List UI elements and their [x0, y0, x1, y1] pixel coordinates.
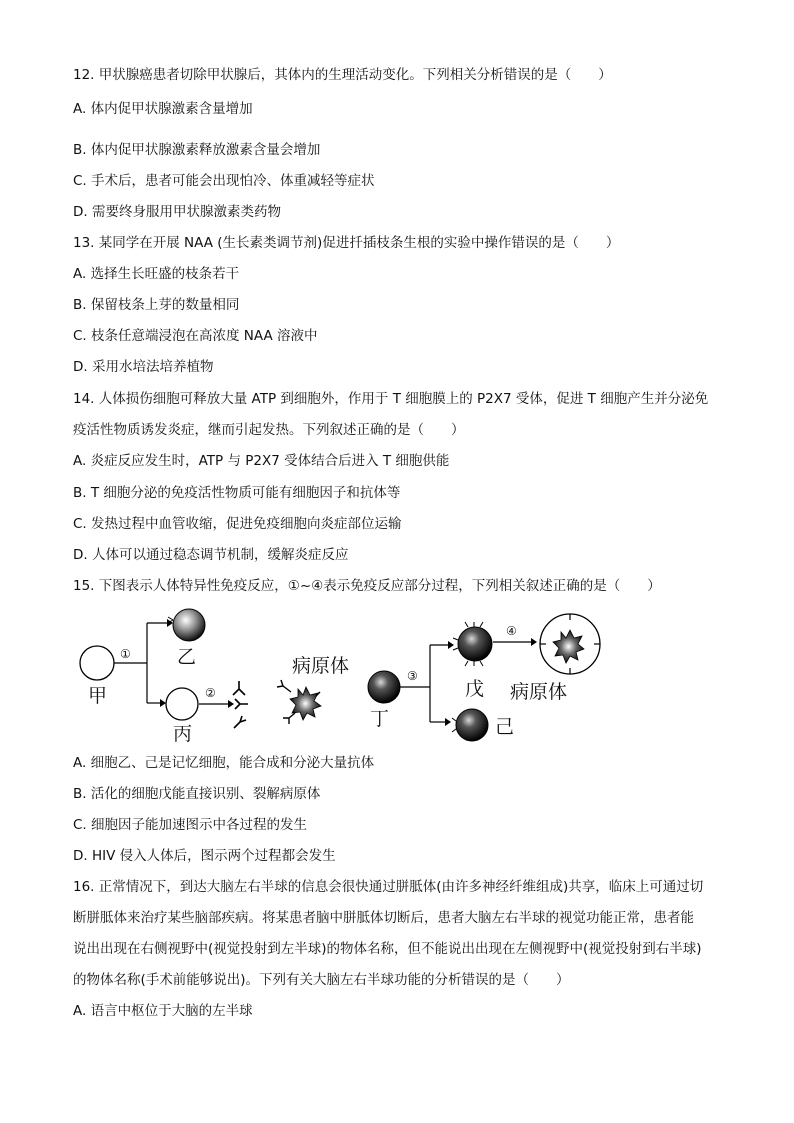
label-ding: 丁 [370, 708, 390, 730]
cell-jia [80, 646, 114, 680]
q16-stem-line2: 断胼胝体来治疗某些脑部疾病。将某患者脑中胼胝体切断后，患者大脑左右半球的视觉功能正常，患者能 [73, 910, 694, 926]
label-pathogen-2: 病原体 [510, 681, 568, 703]
arrowhead [448, 641, 454, 649]
label-ji: 己 [495, 716, 515, 738]
immune-response-diagram [70, 600, 630, 750]
antibody-icon [233, 681, 248, 728]
label-pathogen-1: 病原体 [292, 655, 350, 677]
q14-option-a: A. 炎症反应发生时，ATP 与 P2X7 受体结合后进入 T 细胞供能 [73, 453, 450, 469]
cell-bing [166, 688, 198, 720]
q13-option-b: B. 保留枝条上芽的数量相同 [73, 297, 240, 313]
q13-option-d: D. 采用水培法培养植物 [73, 359, 214, 375]
q14-option-c: C. 发热过程中血管收缩，促进免疫细胞向炎症部位运输 [73, 516, 402, 532]
q15-option-a: A. 细胞乙、己是记忆细胞，能合成和分泌大量抗体 [73, 755, 375, 771]
q14-option-d: D. 人体可以通过稳态调节机制，缓解炎症反应 [73, 547, 349, 563]
arrowhead [445, 718, 451, 726]
q12-stem: 12. 甲状腺癌患者切除甲状腺后，其体内的生理活动变化。下列相关分析错误的是（ ） [73, 67, 612, 83]
receptor-icon [452, 718, 456, 732]
arrowhead [228, 700, 234, 708]
q14-stem-line1: 14. 人体损伤细胞可释放大量 ATP 到细胞外，作用于 T 细胞膜上的 P2X7 受体，促进 T 细胞产生并分泌免 [73, 391, 709, 407]
pathogen-icon [290, 687, 321, 720]
q13-option-c: C. 枝条任意端浸泡在高浓度 NAA 溶液中 [73, 328, 318, 344]
step-4-label: ④ [506, 624, 517, 638]
q12-option-a: A. 体内促甲状腺激素含量增加 [73, 101, 253, 117]
cell-wu [458, 627, 492, 661]
step-1-label: ① [120, 647, 131, 661]
q15-option-c: C. 细胞因子能加速图示中各过程的发生 [73, 817, 308, 833]
arrowhead [531, 638, 537, 646]
cell-yi [173, 609, 205, 641]
q12-option-b: B. 体内促甲状腺激素释放激素含量会增加 [73, 142, 321, 158]
q16-stem-line4: 的物体名称(手术前能够说出)。下列有关大脑左右半球功能的分析错误的是（ ） [73, 972, 570, 988]
q13-option-a: A. 选择生长旺盛的枝条若干 [73, 266, 240, 282]
q15-stem: 15. 下图表示人体特异性免疫反应，①~④表示免疫反应部分过程，下列相关叙述正确的是（ ） [73, 578, 661, 594]
q14-option-b: B. T 细胞分泌的免疫活性物质可能有细胞因子和抗体等 [73, 485, 401, 501]
q12-option-c: C. 手术后，患者可能会出现怕冷、体重减轻等症状 [73, 173, 375, 189]
q12-option-d: D. 需要终身服用甲状腺激素类药物 [73, 204, 281, 220]
cell-ji [456, 709, 488, 741]
q13-stem: 13. 某同学在开展 NAA (生长素类调节剂)促进扦插枝条生根的实验中操作错误的是（ ） [73, 235, 620, 251]
label-bing: 丙 [173, 723, 193, 745]
label-wu: 戊 [465, 678, 485, 700]
q16-stem-line3: 说出出现在右侧视野中(视觉投射到左半球)的物体名称，但不能说出出现在左侧视野中(视觉投射到右半球) [73, 941, 702, 957]
q16-stem-line1: 16. 正常情况下，到达大脑左右半球的信息会很快通过胼胝体(由许多神经纤维组成)共享，临床上可通过切 [73, 879, 704, 895]
step-2-label: ② [205, 686, 216, 700]
q14-stem-line2: 疫活性物质诱发炎症，继而引起发热。下列叙述正确的是（ ） [73, 422, 465, 438]
q15-option-d: D. HIV 侵入人体后，图示两个过程都会发生 [73, 848, 336, 864]
q15-option-b: B. 活化的细胞戊能直接识别、裂解病原体 [73, 786, 321, 802]
q16-option-a: A. 语言中枢位于大脑的左半球 [73, 1003, 253, 1019]
label-jia: 甲 [88, 685, 108, 707]
arrowhead [160, 699, 166, 707]
cell-ding [368, 671, 400, 703]
step-3-label: ③ [407, 669, 418, 683]
label-yi: 乙 [177, 646, 197, 668]
